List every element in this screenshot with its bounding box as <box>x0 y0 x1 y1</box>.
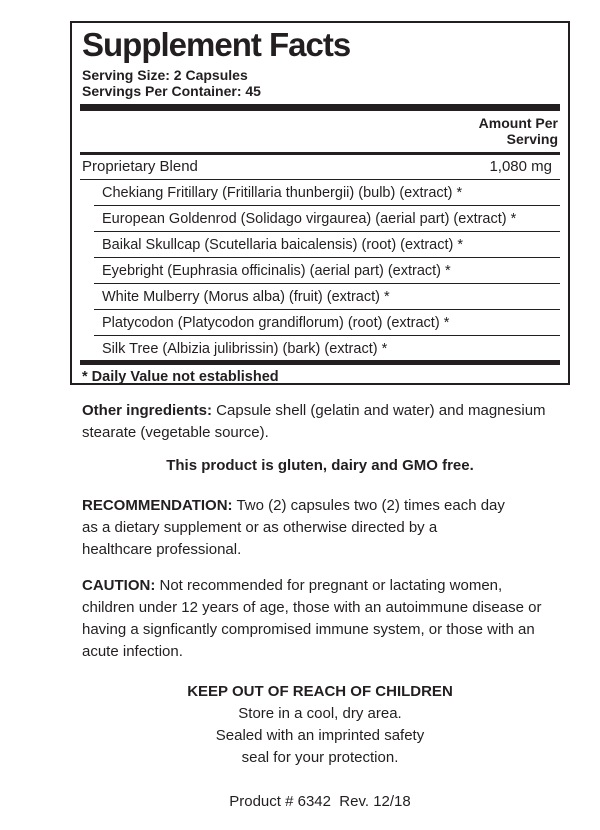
ingredient-row: White Mulberry (Morus alba) (fruit) (extract) * <box>102 289 390 305</box>
recommendation-label: RECOMMENDATION: <box>82 497 233 514</box>
serving-size: Serving Size: 2 Capsules <box>82 67 248 83</box>
product-number-revision: Product # 6342 Rev. 12/18 <box>229 793 411 810</box>
row-divider <box>94 231 560 232</box>
row-divider <box>80 179 560 180</box>
thick-divider-bottom <box>80 360 560 365</box>
row-divider <box>94 335 560 336</box>
storage-text: Store in a cool, dry area. <box>238 705 402 722</box>
allergen-statement: This product is gluten, dairy and GMO free. <box>166 457 474 474</box>
amount-header-line: Serving <box>506 131 558 147</box>
amount-per-serving-header <box>479 115 558 147</box>
servings-per-container: Servings Per Container: 45 <box>82 83 261 99</box>
other-ingredients-text: Capsule shell (gelatin and water) and magnesium <box>212 402 546 419</box>
blend-amount: 1,080 mg <box>489 158 552 175</box>
allergen-statement-section <box>0 455 600 477</box>
ingredient-row: Platycodon (Platycodon grandiflorum) (root) (extract) * <box>102 315 450 331</box>
recommendation-text: as a dietary supplement or as otherwise directed by a <box>82 519 438 536</box>
row-divider <box>94 257 560 258</box>
product-info-section <box>0 791 600 813</box>
row-divider <box>94 309 560 310</box>
other-ingredients-label: Other ingredients: <box>82 402 213 419</box>
keep-out-of-reach-heading: KEEP OUT OF REACH OF CHILDREN <box>187 683 453 700</box>
row-divider <box>94 205 560 206</box>
recommendation-line <box>82 495 572 517</box>
other-ingredients-section <box>82 400 572 444</box>
storage-section <box>0 681 600 769</box>
row-divider <box>94 283 560 284</box>
caution-text: having a signficantly compromised immune system, or those with an <box>82 621 535 638</box>
ingredient-row: Baikal Skullcap (Scutellaria baicalensis) (root) (extract) * <box>102 237 464 253</box>
other-ingredients-text: stearate (vegetable source). <box>82 424 269 441</box>
recommendation-section <box>82 495 572 561</box>
supplement-facts-panel <box>70 21 570 385</box>
ingredient-row: Eyebright (Euphrasia officinalis) (aerial part) (extract) * <box>102 263 451 279</box>
caution-text: Not recommended for pregnant or lactating women, <box>155 577 503 594</box>
daily-value-note: * Daily Value not established <box>82 369 279 385</box>
ingredient-row: European Goldenrod (Solidago virgaurea) (aerial part) (extract) * <box>102 211 517 227</box>
other-ingredients-line <box>82 400 572 422</box>
ingredient-row: Chekiang Fritillary (Fritillaria thunbergii) (bulb) (extract) * <box>102 185 463 201</box>
caution-text: children under 12 years of age, those with an autoimmune disease or <box>82 599 542 616</box>
proprietary-blend-row <box>82 158 552 176</box>
caution-section <box>82 575 572 663</box>
ingredient-row: Silk Tree (Albizia julibrissin) (bark) (extract) * <box>102 341 388 357</box>
blend-name: Proprietary Blend <box>82 158 198 175</box>
header-divider <box>80 152 560 155</box>
caution-line <box>82 575 572 597</box>
storage-text: Sealed with an imprinted safety <box>215 727 425 744</box>
recommendation-text: Two (2) capsules two (2) times each day <box>232 497 505 514</box>
amount-header-line: Amount Per <box>478 115 558 131</box>
storage-text: seal for your protection. <box>241 749 399 766</box>
caution-label: CAUTION: <box>82 577 156 594</box>
caution-text: acute infection. <box>82 643 183 660</box>
recommendation-text: healthcare professional. <box>82 541 242 558</box>
thick-divider-top <box>80 104 560 111</box>
panel-title: Supplement Facts <box>82 26 351 63</box>
